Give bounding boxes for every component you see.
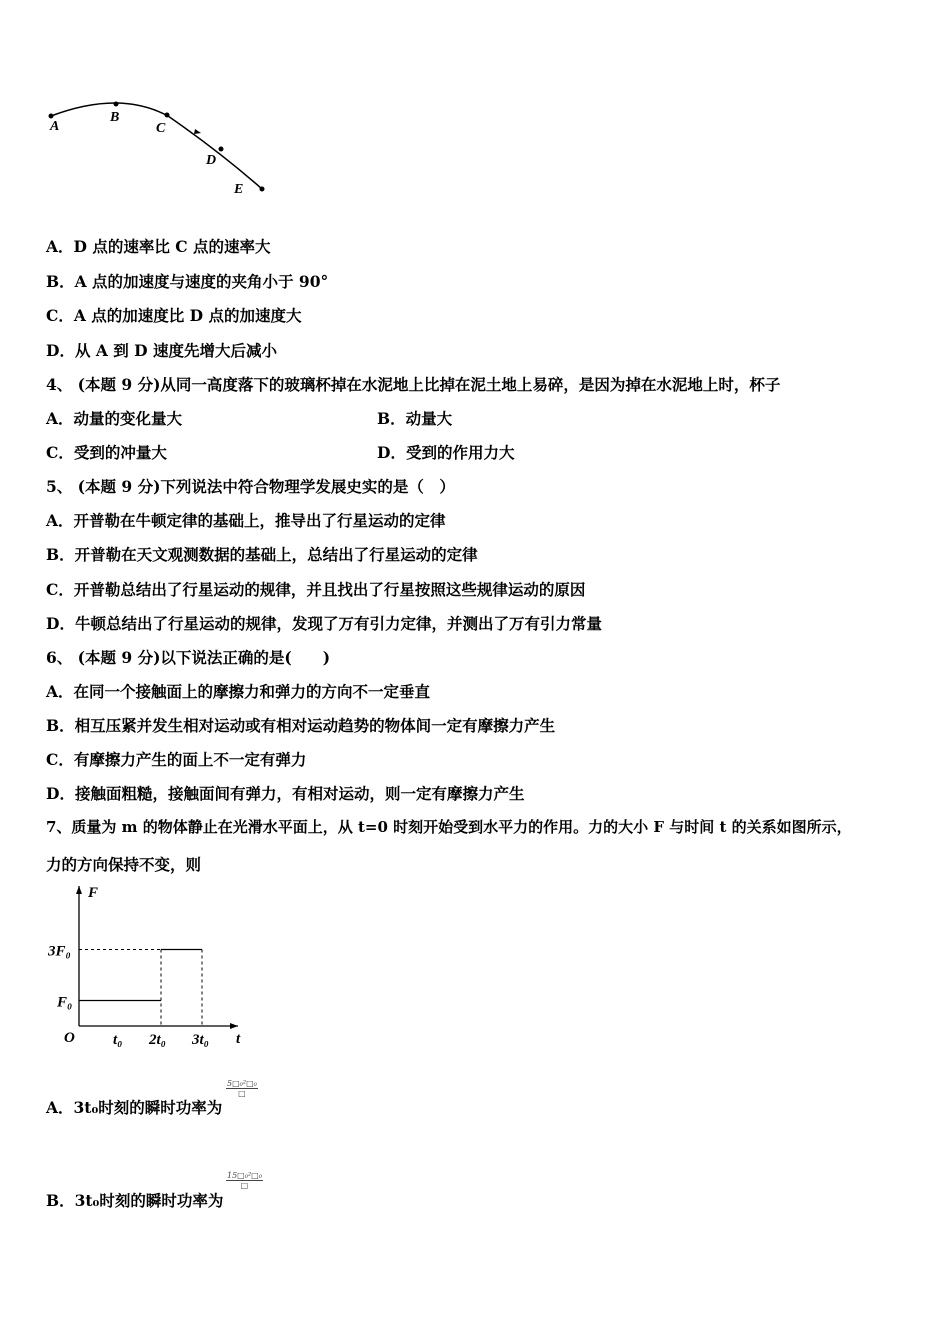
trajectory-curve — [51, 103, 262, 189]
q7-option-b: B．3t₀时刻的瞬时功率为 — [46, 1191, 224, 1210]
label-a: A — [50, 119, 60, 134]
point-d — [219, 147, 224, 152]
q4-stem: 4、 (本题 9 分)从同一高度落下的玻璃杯掉在水泥地上比掉在泥土地上易碎，是因为掉在水泥地上时，杯子 — [46, 375, 781, 394]
direction-arrow — [194, 129, 201, 134]
q5-option-c: C．开普勒总结出了行星运动的规律，并且找出了行星按照这些规律运动的原因 — [46, 580, 586, 599]
x-tick-2t0: 2t₀ — [149, 1032, 166, 1048]
q3-option-a: A．D 点的速率比 C 点的速率大 — [46, 237, 271, 256]
q6-option-a: A．在同一个接触面上的摩擦力和弹力的方向不一定垂直 — [46, 682, 431, 701]
q7-stem-line1: 7、质量为 m 的物体静止在光滑水平面上，从 t=0 时刻开始受到水平力的作用。力的大小 F 与时间 t 的关系如图所示， — [46, 818, 852, 836]
q6-stem: 6、 (本题 9 分)以下说法正确的是( ) — [46, 648, 331, 667]
q7-option-b-numerator: 15□₀²□₀ — [227, 1171, 262, 1180]
y-tick-3f0: 3F₀ — [48, 943, 71, 960]
q4-option-d: D．受到的作用力大 — [377, 443, 515, 462]
q5-option-a: A．开普勒在牛顿定律的基础上，推导出了行星运动的定律 — [46, 511, 446, 530]
q4-option-c: C．受到的冲量大 — [46, 443, 167, 462]
y-tick-f0: F₀ — [57, 994, 73, 1011]
q6-option-b: B．相互压紧并发生相对运动或有相对运动趋势的物体间一定有摩擦力产生 — [46, 716, 556, 735]
q7-stem-line2: 力的方向保持不变，则 — [46, 855, 202, 874]
label-b: B — [110, 110, 120, 125]
q7-option-b-denominator: □ — [240, 1181, 249, 1190]
point-e — [260, 187, 265, 192]
q3-option-b: B．A 点的加速度与速度的夹角小于 90° — [46, 272, 329, 291]
q4-option-a: A．动量的变化量大 — [46, 409, 183, 428]
q5-stem: 5、 (本题 9 分)下列说法中符合物理学发展史实的是（ ） — [46, 477, 455, 496]
q5-option-b: B．开普勒在天文观测数据的基础上，总结出了行星运动的定律 — [46, 545, 478, 564]
q7-option-a: A．3t₀时刻的瞬时功率为 — [46, 1098, 223, 1117]
q3-option-d: D．从 A 到 D 速度先增大后减小 — [46, 341, 277, 360]
q4-option-b: B．动量大 — [377, 409, 453, 428]
label-e: E — [234, 182, 244, 197]
q7-option-b-fraction — [226, 1171, 263, 1190]
q5-option-d: D．牛顿总结出了行星运动的规律，发现了万有引力定律，并测出了万有引力常量 — [46, 614, 602, 633]
q7-option-a-numerator: 5□₀²□₀ — [227, 1079, 257, 1088]
force-time-chart — [40, 880, 260, 1055]
q7-option-a-fraction — [226, 1079, 258, 1098]
curve-figure — [40, 92, 280, 202]
q6-option-d: D．接触面粗糙，接触面间有弹力，有相对运动，则一定有摩擦力产生 — [46, 784, 525, 803]
point-b — [114, 102, 119, 107]
point-a — [49, 114, 54, 119]
label-d: D — [206, 153, 217, 168]
x-tick-t0: t₀ — [113, 1032, 123, 1048]
point-c — [165, 113, 170, 118]
origin-label: O — [64, 1030, 75, 1046]
q3-option-c: C．A 点的加速度比 D 点的加速度大 — [46, 306, 302, 325]
x-axis-arrow — [230, 1023, 238, 1029]
q7-option-a-denominator: □ — [238, 1089, 246, 1098]
y-axis-label: F — [88, 885, 99, 901]
x-axis-label: t — [236, 1031, 241, 1047]
y-axis-arrow — [76, 886, 82, 894]
label-c: C — [156, 121, 166, 136]
x-tick-3t0: 3t₀ — [192, 1032, 209, 1048]
q6-option-c: C．有摩擦力产生的面上不一定有弹力 — [46, 750, 307, 769]
